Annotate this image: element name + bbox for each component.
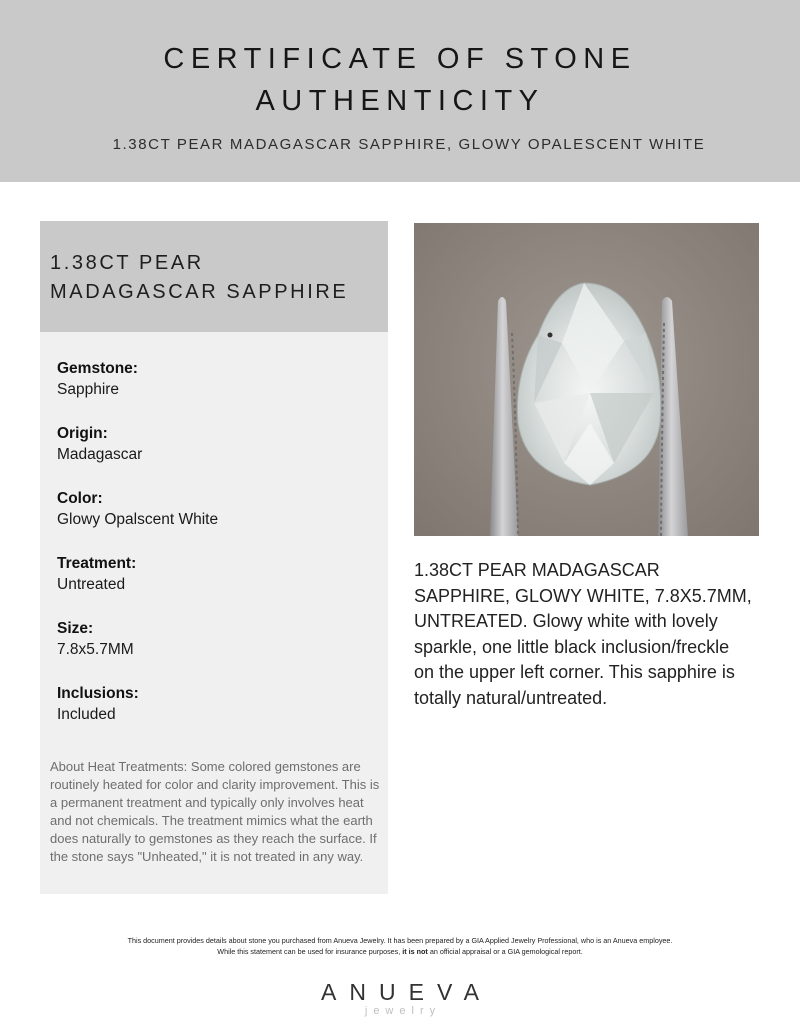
disclaimer: [0, 936, 800, 957]
spec-label: Origin:: [57, 425, 108, 442]
disclaimer-text: While this statement can be used for insurance purposes,: [217, 946, 403, 956]
spec-value: Untreated: [57, 576, 126, 593]
spec-treatment: [57, 553, 388, 618]
stone-name-line-1: 1.38CT PEAR: [50, 252, 204, 274]
spec-gemstone: [57, 358, 388, 423]
anueva-logo: [0, 979, 800, 1017]
disclaimer-line-2: [0, 947, 800, 958]
spec-inclusions: [57, 683, 388, 748]
spec-label: Treatment:: [57, 555, 137, 572]
stone-name: [50, 249, 388, 307]
spec-value: Madagascar: [57, 446, 143, 463]
spec-value: Included: [57, 706, 116, 723]
heat-treatment-note: About Heat Treatments: Some colored gemstones are routinely heated for color and clarity improvement. This is a permanent treatment and typically only involves heat and not chemicals. The treatment mimics what the earth does naturally to gemstones as they reach the surface. If the stone says "Unheated," it is not treated in any way.: [50, 759, 380, 864]
certificate-subtitle: 1.38CT PEAR MADAGASCAR SAPPHIRE, GLOWY OPALESCENT WHITE: [112, 136, 706, 153]
stone-details-panel: [40, 221, 388, 894]
spec-value: 7.8x5.7MM: [57, 641, 134, 658]
spec-label: Size:: [57, 620, 94, 637]
spec-label: Color:: [57, 490, 103, 507]
certificate-header: [0, 0, 800, 182]
title-line-1: CERTIFICATE OF STONE: [163, 43, 637, 75]
stone-name-header: [40, 221, 388, 332]
spec-size: [57, 618, 388, 683]
brand-tagline: jewelry: [364, 1005, 442, 1017]
spec-label: Gemstone:: [57, 360, 138, 377]
gemstone-photo: [414, 223, 759, 536]
spec-list: [40, 332, 388, 748]
spec-origin: [57, 423, 388, 488]
spec-label: Inclusions:: [57, 685, 139, 702]
spec-color: [57, 488, 388, 553]
stone-description: 1.38CT PEAR MADAGASCAR SAPPHIRE, GLOWY WHITE, 7.8X5.7MM, UNTREATED. Glowy white with lovely sparkle, one little black inclusion/freckle on the upper left corner. This sapphire is totally natural/untreated.: [414, 560, 752, 708]
disclaimer-line-1: This document provides details about stone you purchased from Anueva Jewelry. It has been prepared by a GIA Applied Jewelry Professional, who is an Anueva employee.: [127, 936, 673, 945]
title-line-2: AUTHENTICITY: [255, 85, 545, 117]
spec-value: Sapphire: [57, 381, 120, 398]
disclaimer-emphasis: it is not: [402, 946, 428, 956]
spec-value: Glowy Opalscent White: [57, 511, 219, 528]
brand-name: ANUEVA: [321, 979, 492, 1005]
disclaimer-text: an official appraisal or a GIA gemological report.: [427, 946, 583, 956]
stone-name-line-2: MADAGASCAR SAPPHIRE: [50, 281, 349, 303]
certificate-title: [0, 38, 800, 122]
sapphire-in-tweezers-image: [414, 223, 759, 536]
